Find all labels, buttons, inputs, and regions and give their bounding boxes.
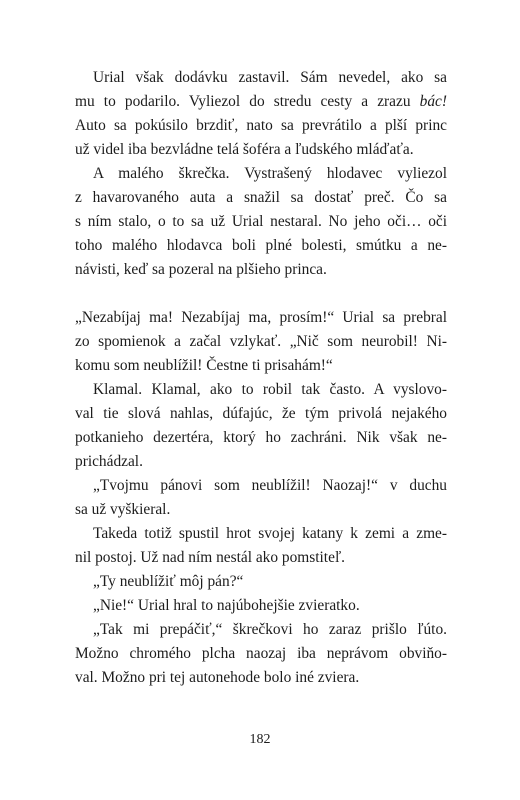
text-line xyxy=(75,666,447,690)
text-line xyxy=(75,642,447,666)
text-run: už videl iba bezvládne telá šoféra a ľudského mláďaťa. xyxy=(75,141,414,158)
italic-run: bác! xyxy=(419,93,447,110)
text-line xyxy=(75,402,447,426)
text-line xyxy=(75,330,447,354)
paragraph xyxy=(75,594,447,618)
text-line xyxy=(75,498,447,522)
text-run: komu som neublížil! Čestne ti prisahám!“ xyxy=(75,357,333,374)
text-line xyxy=(75,258,447,282)
text-line xyxy=(75,594,447,618)
text-line xyxy=(75,546,447,570)
text-line xyxy=(75,378,447,402)
text-line xyxy=(75,522,447,546)
text-run: prichádzal. xyxy=(75,453,143,470)
text-line xyxy=(75,210,447,234)
paragraph xyxy=(75,618,447,690)
paragraph xyxy=(75,570,447,594)
text-run: „Nezabíjaj ma! Nezabíjaj ma, prosím!“ Urial sa prebral xyxy=(75,309,447,326)
text-run: Takeda totiž spustil hrot svojej katany k zemi a zme- xyxy=(93,525,447,542)
text-run: A malého škrečka. Vystrašený hlodavec vyliezol xyxy=(93,165,447,182)
text-run: Možno chromého plcha naozaj iba neprávom obviňo- xyxy=(75,645,447,662)
paragraph xyxy=(75,306,447,378)
text-line xyxy=(75,426,447,450)
text-run: návisti, keď sa pozeral na plšieho princa. xyxy=(75,261,327,278)
book-page-body xyxy=(75,66,447,690)
text-run: s ním stalo, o to sa už Urial nestaral. No jeho oči… oči xyxy=(75,213,447,230)
paragraph xyxy=(75,522,447,570)
text-line xyxy=(75,66,447,90)
paragraph xyxy=(75,66,447,162)
text-run: Klamal. Klamal, ako to robil tak často. A vyslovo- xyxy=(93,381,447,398)
text-run: „Ty neublížiť môj pán?“ xyxy=(93,573,244,590)
text-run: z havarovaného auta a snažil sa dostať preč. Čo sa xyxy=(75,189,447,206)
text-run: val. Možno pri tej autonehode bolo iné zviera. xyxy=(75,669,360,686)
paragraph xyxy=(75,474,447,522)
text-line xyxy=(75,90,447,114)
text-run: potkanieho dezertéra, ktorý ho zachráni. Nik však ne- xyxy=(75,429,447,446)
text-line xyxy=(75,306,447,330)
text-run: „Tak mi prepáčiť,“ škrečkovi ho zaraz prišlo ľúto. xyxy=(93,621,447,638)
text-line xyxy=(75,474,447,498)
text-run: mu to podarilo. Vyliezol do stredu cesty a zrazu xyxy=(75,93,420,110)
text-line xyxy=(75,354,447,378)
text-run: „Nie!“ Urial hral to najúbohejšie zvieratko. xyxy=(93,597,360,614)
text-line xyxy=(75,162,447,186)
text-line xyxy=(75,114,447,138)
text-run: sa už vyškieral. xyxy=(75,501,171,518)
text-run: nil postoj. Už nad ním nestál ako pomstiteľ. xyxy=(75,549,345,566)
text-run: val tie slová nahlas, dúfajúc, že tým privolá nejakého xyxy=(75,405,447,422)
text-line xyxy=(75,234,447,258)
text-run: Auto sa pokúsilo brzdiť, nato sa prevrátilo a plší princ xyxy=(75,117,447,134)
text-line xyxy=(75,570,447,594)
text-line xyxy=(75,138,447,162)
text-run: Urial však dodávku zastavil. Sám nevedel, ako sa xyxy=(93,69,447,86)
text-line xyxy=(75,618,447,642)
text-line xyxy=(75,186,447,210)
text-run: „Tvojmu pánovi som neublížil! Naozaj!“ v duchu xyxy=(93,477,447,494)
page-number: 182 xyxy=(249,732,271,747)
text-run: toho malého hlodavca boli plné bolesti, smútku a ne- xyxy=(75,237,447,254)
text-line xyxy=(75,450,447,474)
paragraph xyxy=(75,378,447,474)
paragraph xyxy=(75,162,447,282)
text-run: zo spomienok a začal vzlykať. „Nič som neurobil! Ni- xyxy=(75,333,447,350)
